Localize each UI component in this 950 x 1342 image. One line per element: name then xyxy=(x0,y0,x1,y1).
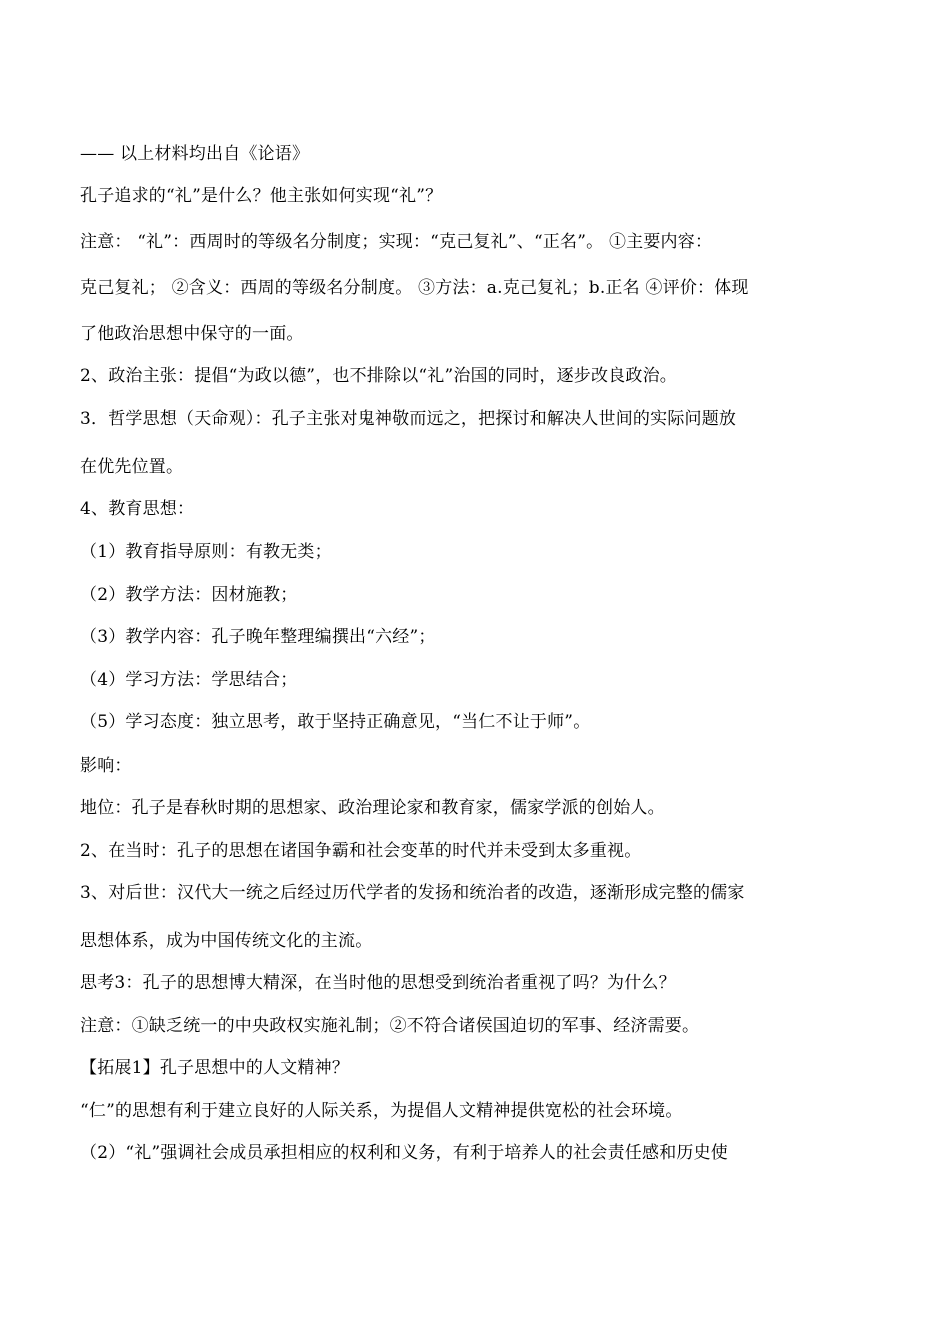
source-note: —— 以上材料均出自《论语》 xyxy=(80,144,310,164)
education-heading: 4、教育思想： xyxy=(80,499,195,519)
education-item-3: （3）教学内容：孔子晚年整理编撰出“六经”； xyxy=(80,627,436,647)
education-item-4: （4）学习方法：学思结合； xyxy=(80,670,298,690)
note-li-line-2: 克己复礼； ②含义：西周的等级名分制度。 ③方法：a.克己复礼；b.正名 ④评价：体现 xyxy=(80,278,749,298)
influence-at-time: 2、在当时：孔子的思想在诸国争霸和社会变革的时代并未受到太多重视。 xyxy=(80,841,642,861)
question-li: 孔子追求的“礼”是什么？他主张如何实现“礼”？ xyxy=(80,186,443,206)
thinking-question-3: 思考3：孔子的思想博大精深，在当时他的思想受到统治者重视了吗？为什么？ xyxy=(80,973,676,993)
later-influence-line-2: 思想体系，成为中国传统文化的主流。 xyxy=(80,931,373,951)
status-line: 地位：孔子是春秋时期的思想家、政治理论家和教育家，儒家学派的创始人。 xyxy=(80,798,665,818)
education-item-1: （1）教育指导原则：有教无类； xyxy=(80,542,332,562)
education-item-2: （2）教学方法：因材施教； xyxy=(80,585,298,605)
extension-1-heading: 【拓展1】孔子思想中的人文精神？ xyxy=(80,1058,350,1078)
note-li-line-3: 了他政治思想中保守的一面。 xyxy=(80,324,304,344)
note-li-line-1: 注意： “礼”：西周时的等级名分制度；实现：“克己复礼”、“正名”。 ①主要内容： xyxy=(80,232,713,252)
thinking-answer-note: 注意：①缺乏统一的中央政权实施礼制；②不符合诸侯国迫切的军事、经济需要。 xyxy=(80,1016,700,1036)
political-views: 2、政治主张：提倡“为政以德”，也不排除以“礼”治国的同时，逐步改良政治。 xyxy=(80,366,677,386)
extension-li-line: （2）“礼”强调社会成员承担相应的权利和义务，有利于培养人的社会责任感和历史使 xyxy=(80,1143,728,1163)
influence-heading: 影响： xyxy=(80,756,132,776)
later-influence-line-1: 3、对后世：汉代大一统之后经过历代学者的发扬和统治者的改造，逐渐形成完整的儒家 xyxy=(80,883,745,903)
philosophy-line-1: 3．哲学思想（天命观）：孔子主张对鬼神敬而远之，把探讨和解决人世间的实际问题放 xyxy=(80,409,737,429)
extension-ren-line: “仁”的思想有利于建立良好的人际关系，为提倡人文精神提供宽松的社会环境。 xyxy=(80,1101,683,1121)
education-item-5: （5）学习态度：独立思考，敢于坚持正确意见，“当仁不让于师”。 xyxy=(80,712,591,732)
philosophy-line-2: 在优先位置。 xyxy=(80,457,184,477)
